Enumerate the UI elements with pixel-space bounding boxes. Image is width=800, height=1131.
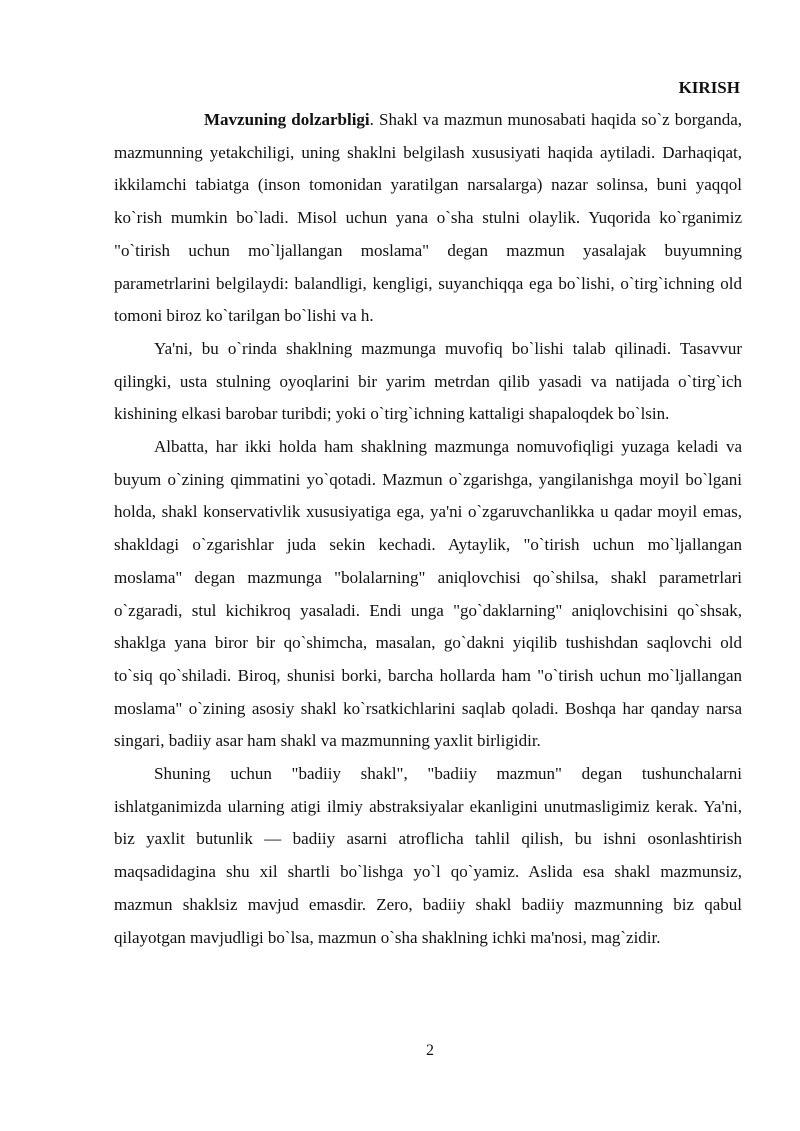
paragraph-2: Ya'ni, bu o`rinda shaklning mazmunga muvofiq bo`lishi talab qilinadi. Tasavvur qilingki, usta stulning oyoqlarini bir yarim metrdan qilib yasadi va natijada o`tirg`ich kishining elkasi barobar turibdi; yoki o`tirg`ichning kattaligi shapaloqdek bo`lsin. [114, 338, 742, 424]
paragraph-1 [114, 104, 742, 333]
paragraph-1-text: . Shakl va mazmun munosabati haqida so`z borganda, mazmunning yetakchiligi, uning shaklni belgilash xususiyati haqida aytiladi. Darhaqiqat, ikkilamchi tabiatga (inson tomonidan yaratilgan narsalarga) nazar solinsa, buni yaqqol ko`rish mumkin bo`ladi. Misol uchun yana o`sha stulni olaylik. Yuqorida ko`rganimiz "o`tirish uchun mo`ljallangan moslama" degan mazmun yasalajak buyumning parametrlarini belgilaydi: balandligi, kengligi, suyanchiqqa ega bo`lishi, o`tirg`ichning old tomoni biroz ko`tarilgan bo`lishi va h. [114, 110, 742, 326]
paragraph-3: Albatta, har ikki holda ham shaklning mazmunga nomuvofiqligi yuzaga keladi va buyum o`zining qimmatini yo`qotadi. Mazmun o`zgarishga, yangilanishga moyil bo`lgani holda, shakl konservativlik xususiyatiga ega, ya'ni o`zgaruvchanlikka u qadar moyil emas, shakldagi o`zgarishlar juda sekin kechadi. Aytaylik, "o`tirish uchun mo`ljallangan moslama" degan mazmunga "bolalarning" aniqlovchisi qo`shilsa, shakl parametrlari o`zgaradi, stul kichikroq yasaladi. Endi unga "go`daklarning" aniqlovchisini qo`shsak, shaklga yana biror bir qo`shimcha, masalan, go`dakni yiqilib tushishdan saqlovchi old to`siq qo`shiladi. Biroq, shunisi borki, barcha hollarda ham "o`tirish uchun mo`ljallangan moslama" o`zining asosiy shakl ko`rsatkichlarini saqlab qoladi. Boshqa har qanday narsa singari, badiiy asar ham shakl va mazmunning yaxlit birligidir. [114, 437, 742, 751]
document-page [114, 72, 742, 954]
paragraph-4: Shuning uchun "badiiy shakl", "badiiy mazmun" degan tushunchalarni ishlatganimizda ularning atigi ilmiy abstraksiyalar ekanligini unutmasligimiz kerak. Ya'ni, biz yaxlit butunlik — badiiy asarni atroflicha tahlil qilish, bu ishni osonlashtirish maqsadidagina shu xil shartli bo`lishga yo`l qo`yamiz. Aslida esa shakl mazmunsiz, mazmun shaklsiz mavjud emasdir. Zero, badiiy shakl badiiy mazmunning biz qabul qilayotgan mavjudligi bo`lsa, mazmun o`sha shaklning ichki ma'nosi, mag`zidir. [114, 764, 742, 947]
section-heading: KIRISH [678, 78, 740, 97]
page-number: 2 [426, 1042, 434, 1059]
paragraph-lead-term: Mavzuning dolzarbligi [204, 110, 370, 129]
